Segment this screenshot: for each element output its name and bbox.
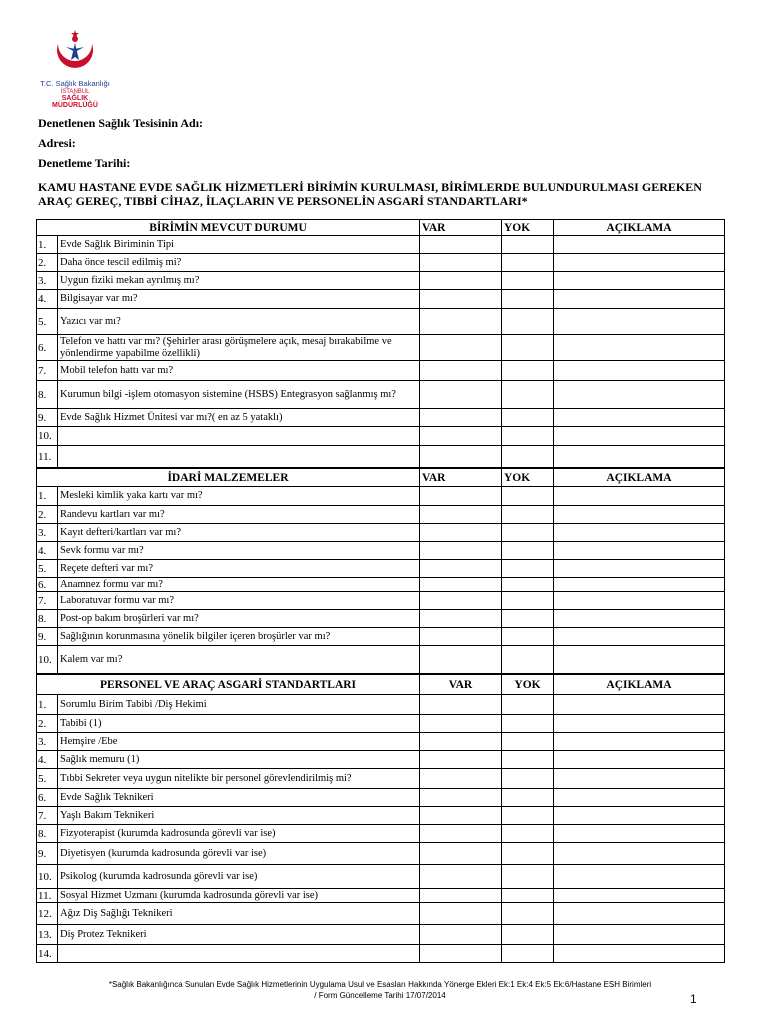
table-row [37, 254, 725, 272]
aciklama-cell[interactable] [554, 236, 725, 254]
row-number: 4. [37, 542, 58, 560]
row-number: 1. [37, 236, 58, 254]
row-text: Bilgisayar var mı? [58, 290, 420, 309]
section-header: İDARİ MALZEMELER [37, 469, 420, 487]
table-row [37, 825, 725, 843]
yok-cell[interactable] [502, 903, 554, 925]
yok-cell[interactable] [502, 409, 554, 427]
aciklama-header: AÇIKLAMA [554, 675, 725, 695]
table-row [37, 769, 725, 789]
document-title: KAMU HASTANE EVDE SAĞLIK HİZMETLERİ BİRİMİN KURULMASI, BİRİMLERDE BULUNDURULMASI GEREKEN ARAÇ GEREÇ, TIBBİ CİHAZ, İLAÇLARIN VE PERSONELİN ASGARİ STANDARTLARI* [38, 180, 702, 208]
var-cell[interactable] [420, 843, 502, 865]
yok-cell[interactable] [502, 807, 554, 825]
aciklama-cell[interactable] [554, 610, 725, 628]
row-number: 6. [37, 789, 58, 807]
aciklama-cell[interactable] [554, 695, 725, 715]
row-number: 10. [37, 427, 58, 446]
row-text: Anamnez formu var mı? [58, 578, 420, 592]
table-row [37, 889, 725, 903]
var-cell[interactable] [420, 715, 502, 733]
table-row [37, 335, 725, 361]
row-text: Randevu kartları var mı? [58, 506, 420, 524]
table-row [37, 409, 725, 427]
row-text: Kalem var mı? [58, 646, 420, 674]
table-row [37, 610, 725, 628]
section-header: BİRİMİN MEVCUT DURUMU [37, 220, 420, 236]
aciklama-cell[interactable] [554, 335, 725, 361]
aciklama-cell[interactable] [554, 715, 725, 733]
var-cell[interactable] [420, 427, 502, 446]
var-cell[interactable] [420, 506, 502, 524]
yok-cell[interactable] [502, 733, 554, 751]
yok-cell[interactable] [502, 945, 554, 963]
aciklama-cell[interactable] [554, 646, 725, 674]
row-number: 7. [37, 361, 58, 381]
yok-cell[interactable] [502, 381, 554, 409]
row-text: Yaşlı Bakım Teknikeri [58, 807, 420, 825]
table-row [37, 560, 725, 578]
yok-cell[interactable] [502, 487, 554, 506]
aciklama-cell[interactable] [554, 409, 725, 427]
var-cell[interactable] [420, 236, 502, 254]
var-cell[interactable] [420, 542, 502, 560]
footnote-line2: / Form Güncelleme Tarihi 17/07/2014 [314, 991, 446, 1000]
table-row [37, 592, 725, 610]
row-text: Tabibi (1) [58, 715, 420, 733]
var-cell[interactable] [420, 825, 502, 843]
row-text: Diyetisyen (kurumda kadrosunda görevli var ise) [58, 843, 420, 865]
var-cell[interactable] [420, 578, 502, 592]
var-cell[interactable] [420, 865, 502, 889]
var-cell[interactable] [420, 487, 502, 506]
aciklama-cell[interactable] [554, 361, 725, 381]
yok-header: YOK [502, 675, 554, 695]
table-header-row [37, 220, 725, 236]
aciklama-cell[interactable] [554, 925, 725, 945]
table-row [37, 865, 725, 889]
facility-name-label: Denetlenen Sağlık Tesisinin Adı: [38, 116, 204, 130]
logo-ministry-name: T.C. Sağlık Bakanlığı [40, 79, 110, 88]
row-text: Mesleki kimlik yaka kartı var mı? [58, 487, 420, 506]
var-cell[interactable] [420, 524, 502, 542]
aciklama-cell[interactable] [554, 506, 725, 524]
row-text: Psikolog (kurumda kadrosunda görevli var ise) [58, 865, 420, 889]
yok-cell[interactable] [502, 446, 554, 468]
yok-cell[interactable] [502, 610, 554, 628]
yok-cell[interactable] [502, 254, 554, 272]
var-cell[interactable] [420, 290, 502, 309]
row-text: Sağlık memuru (1) [58, 751, 420, 769]
var-cell[interactable] [420, 254, 502, 272]
var-header: VAR [420, 220, 502, 236]
table-row [37, 628, 725, 646]
aciklama-cell[interactable] [554, 807, 725, 825]
yok-cell[interactable] [502, 695, 554, 715]
var-cell[interactable] [420, 695, 502, 715]
address-label: Adresi: [38, 136, 76, 150]
row-number: 1. [37, 487, 58, 506]
aciklama-cell[interactable] [554, 487, 725, 506]
row-text: Evde Sağlık Biriminin Tipi [58, 236, 420, 254]
yok-cell[interactable] [502, 789, 554, 807]
yok-cell[interactable] [502, 769, 554, 789]
row-text: Tıbbi Sekreter veya uygun nitelikte bir personel görevlendirilmiş mi? [58, 769, 420, 789]
yok-cell[interactable] [502, 646, 554, 674]
table-row [37, 236, 725, 254]
var-cell[interactable] [420, 381, 502, 409]
var-cell[interactable] [420, 789, 502, 807]
yok-cell[interactable] [502, 715, 554, 733]
aciklama-cell[interactable] [554, 843, 725, 865]
row-number: 2. [37, 254, 58, 272]
yok-cell[interactable] [502, 309, 554, 335]
row-text: Diş Protez Teknikeri [58, 925, 420, 945]
var-header: VAR [420, 469, 502, 487]
row-text: Daha önce tescil edilmiş mi? [58, 254, 420, 272]
row-text: Post-op bakım broşürleri var mı? [58, 610, 420, 628]
row-text [58, 427, 420, 446]
var-cell[interactable] [420, 751, 502, 769]
page-number: 1 [690, 992, 697, 1006]
aciklama-cell[interactable] [554, 254, 725, 272]
table-row [37, 807, 725, 825]
row-number: 11. [37, 889, 58, 903]
row-number: 5. [37, 560, 58, 578]
yok-cell[interactable] [502, 335, 554, 361]
row-text: Hemşire /Ebe [58, 733, 420, 751]
row-text: Uygun fiziki mekan ayrılmış mı? [58, 272, 420, 290]
table-row [37, 646, 725, 674]
row-text: Reçete defteri var mı? [58, 560, 420, 578]
row-number: 9. [37, 843, 58, 865]
yok-cell[interactable] [502, 542, 554, 560]
table-row [37, 751, 725, 769]
ministry-emblem-icon [52, 30, 98, 78]
row-text: Kurumun bilgi -işlem otomasyon sistemine (HSBS) Entegrasyon sağlanmış mı? [58, 381, 420, 409]
row-number: 10. [37, 646, 58, 674]
var-cell[interactable] [420, 610, 502, 628]
row-number: 12. [37, 903, 58, 925]
row-number: 9. [37, 409, 58, 427]
row-number: 10. [37, 865, 58, 889]
yok-cell[interactable] [502, 560, 554, 578]
aciklama-cell[interactable] [554, 903, 725, 925]
yok-cell[interactable] [502, 272, 554, 290]
row-text: Telefon ve hattı var mı? (Şehirler arası görüşmelere açık, mesaj bırakabilme ve yönlendirme yapabilme özellikli) [58, 335, 420, 361]
row-number: 6. [37, 578, 58, 592]
yok-cell[interactable] [502, 524, 554, 542]
logo-unit-line1: SAĞLIK [61, 95, 89, 102]
table-row [37, 542, 725, 560]
row-text [58, 446, 420, 468]
row-text: Kayıt defteri/kartları var mı? [58, 524, 420, 542]
var-cell[interactable] [420, 592, 502, 610]
row-text: Sağlığının korunmasına yönelik bilgiler içeren broşürler var mı? [58, 628, 420, 646]
row-number: 1. [37, 695, 58, 715]
var-cell[interactable] [420, 807, 502, 825]
administrative-supplies-table [36, 468, 725, 674]
aciklama-cell[interactable] [554, 272, 725, 290]
var-cell[interactable] [420, 769, 502, 789]
row-text: Yazıcı var mı? [58, 309, 420, 335]
row-number: 3. [37, 524, 58, 542]
var-cell[interactable] [420, 925, 502, 945]
aciklama-cell[interactable] [554, 825, 725, 843]
row-text: Evde Sağlık Teknikeri [58, 789, 420, 807]
row-text: Ağız Diş Sağlığı Teknikeri [58, 903, 420, 925]
table-row [37, 789, 725, 807]
row-number: 2. [37, 715, 58, 733]
table-row [37, 506, 725, 524]
table-row [37, 945, 725, 963]
var-cell[interactable] [420, 560, 502, 578]
table-row [37, 381, 725, 409]
ministry-logo [30, 30, 120, 110]
row-number: 13. [37, 925, 58, 945]
aciklama-cell[interactable] [554, 769, 725, 789]
table-header-row [37, 675, 725, 695]
var-cell[interactable] [420, 628, 502, 646]
row-number: 7. [37, 807, 58, 825]
table-row [37, 578, 725, 592]
var-cell[interactable] [420, 446, 502, 468]
table-row [37, 446, 725, 468]
aciklama-cell[interactable] [554, 290, 725, 309]
var-cell[interactable] [420, 945, 502, 963]
table-row [37, 903, 725, 925]
table-row [37, 309, 725, 335]
yok-cell[interactable] [502, 290, 554, 309]
var-cell[interactable] [420, 272, 502, 290]
aciklama-header: AÇIKLAMA [554, 469, 725, 487]
aciklama-cell[interactable] [554, 578, 725, 592]
table-row [37, 361, 725, 381]
var-cell[interactable] [420, 646, 502, 674]
aciklama-header: AÇIKLAMA [554, 220, 725, 236]
yok-cell[interactable] [502, 361, 554, 381]
row-text: Laboratuvar formu var mı? [58, 592, 420, 610]
table-row [37, 290, 725, 309]
footnote [60, 979, 700, 1001]
row-number: 8. [37, 610, 58, 628]
aciklama-cell[interactable] [554, 381, 725, 409]
yok-cell[interactable] [502, 843, 554, 865]
table-header-row [37, 469, 725, 487]
table-row [37, 715, 725, 733]
table-row [37, 695, 725, 715]
yok-cell[interactable] [502, 865, 554, 889]
table-row [37, 487, 725, 506]
row-number: 9. [37, 628, 58, 646]
yok-cell[interactable] [502, 592, 554, 610]
row-number: 3. [37, 272, 58, 290]
aciklama-cell[interactable] [554, 309, 725, 335]
aciklama-cell[interactable] [554, 524, 725, 542]
yok-cell[interactable] [502, 751, 554, 769]
unit-status-table [36, 219, 725, 468]
row-text: Sevk formu var mı? [58, 542, 420, 560]
aciklama-cell[interactable] [554, 865, 725, 889]
row-text: Sosyal Hizmet Uzmanı (kurumda kadrosunda görevli var ise) [58, 889, 420, 903]
aciklama-cell[interactable] [554, 889, 725, 903]
aciklama-cell[interactable] [554, 945, 725, 963]
aciklama-cell[interactable] [554, 446, 725, 468]
table-row [37, 843, 725, 865]
section-header: PERSONEL VE ARAÇ ASGARİ STANDARTLARI [37, 675, 420, 695]
yok-cell[interactable] [502, 578, 554, 592]
row-number: 14. [37, 945, 58, 963]
row-number: 11. [37, 446, 58, 468]
table-row [37, 733, 725, 751]
aciklama-cell[interactable] [554, 560, 725, 578]
var-cell[interactable] [420, 733, 502, 751]
personnel-standards-table [36, 674, 725, 963]
yok-cell[interactable] [502, 427, 554, 446]
aciklama-cell[interactable] [554, 789, 725, 807]
row-number: 5. [37, 769, 58, 789]
var-cell[interactable] [420, 409, 502, 427]
aciklama-cell[interactable] [554, 592, 725, 610]
row-text: Evde Sağlık Hizmet Ünitesi var mı?( en az 5 yataklı) [58, 409, 420, 427]
table-row [37, 427, 725, 446]
var-header: VAR [420, 675, 502, 695]
row-number: 5. [37, 309, 58, 335]
table-row [37, 925, 725, 945]
logo-city: İSTANBUL [60, 89, 90, 95]
table-row [37, 524, 725, 542]
row-number: 8. [37, 381, 58, 409]
row-number: 6. [37, 335, 58, 361]
aciklama-cell[interactable] [554, 542, 725, 560]
row-number: 7. [37, 592, 58, 610]
row-text: Mobil telefon hattı var mı? [58, 361, 420, 381]
row-number: 8. [37, 825, 58, 843]
footnote-line1: *Sağlık Bakanlığınca Sunulan Evde Sağlık Hizmetlerinin Uygulama Usul ve Esasları Hakkında Yönerge Ekleri Ek:1 Ek:4 Ek:5 Ek:6/Hastane ESH Birimleri [108, 980, 652, 989]
yok-cell[interactable] [502, 889, 554, 903]
aciklama-cell[interactable] [554, 733, 725, 751]
var-cell[interactable] [420, 309, 502, 335]
table-row [37, 272, 725, 290]
aciklama-cell[interactable] [554, 751, 725, 769]
var-cell[interactable] [420, 335, 502, 361]
inspection-date-label: Denetleme Tarihi: [38, 156, 131, 170]
yok-header: YOK [502, 469, 554, 487]
var-cell[interactable] [420, 889, 502, 903]
aciklama-cell[interactable] [554, 427, 725, 446]
row-number: 4. [37, 751, 58, 769]
var-cell[interactable] [420, 903, 502, 925]
row-text [58, 945, 420, 963]
aciklama-cell[interactable] [554, 628, 725, 646]
yok-cell[interactable] [502, 825, 554, 843]
yok-header: YOK [502, 220, 554, 236]
yok-cell[interactable] [502, 628, 554, 646]
row-number: 4. [37, 290, 58, 309]
row-text: Sorumlu Birim Tabibi /Diş Hekimi [58, 695, 420, 715]
row-number: 2. [37, 506, 58, 524]
yok-cell[interactable] [502, 506, 554, 524]
yok-cell[interactable] [502, 236, 554, 254]
row-text: Fizyoterapist (kurumda kadrosunda görevli var ise) [58, 825, 420, 843]
yok-cell[interactable] [502, 925, 554, 945]
var-cell[interactable] [420, 361, 502, 381]
row-number: 3. [37, 733, 58, 751]
logo-unit-line2: MÜDÜRLÜĞÜ [52, 102, 98, 109]
